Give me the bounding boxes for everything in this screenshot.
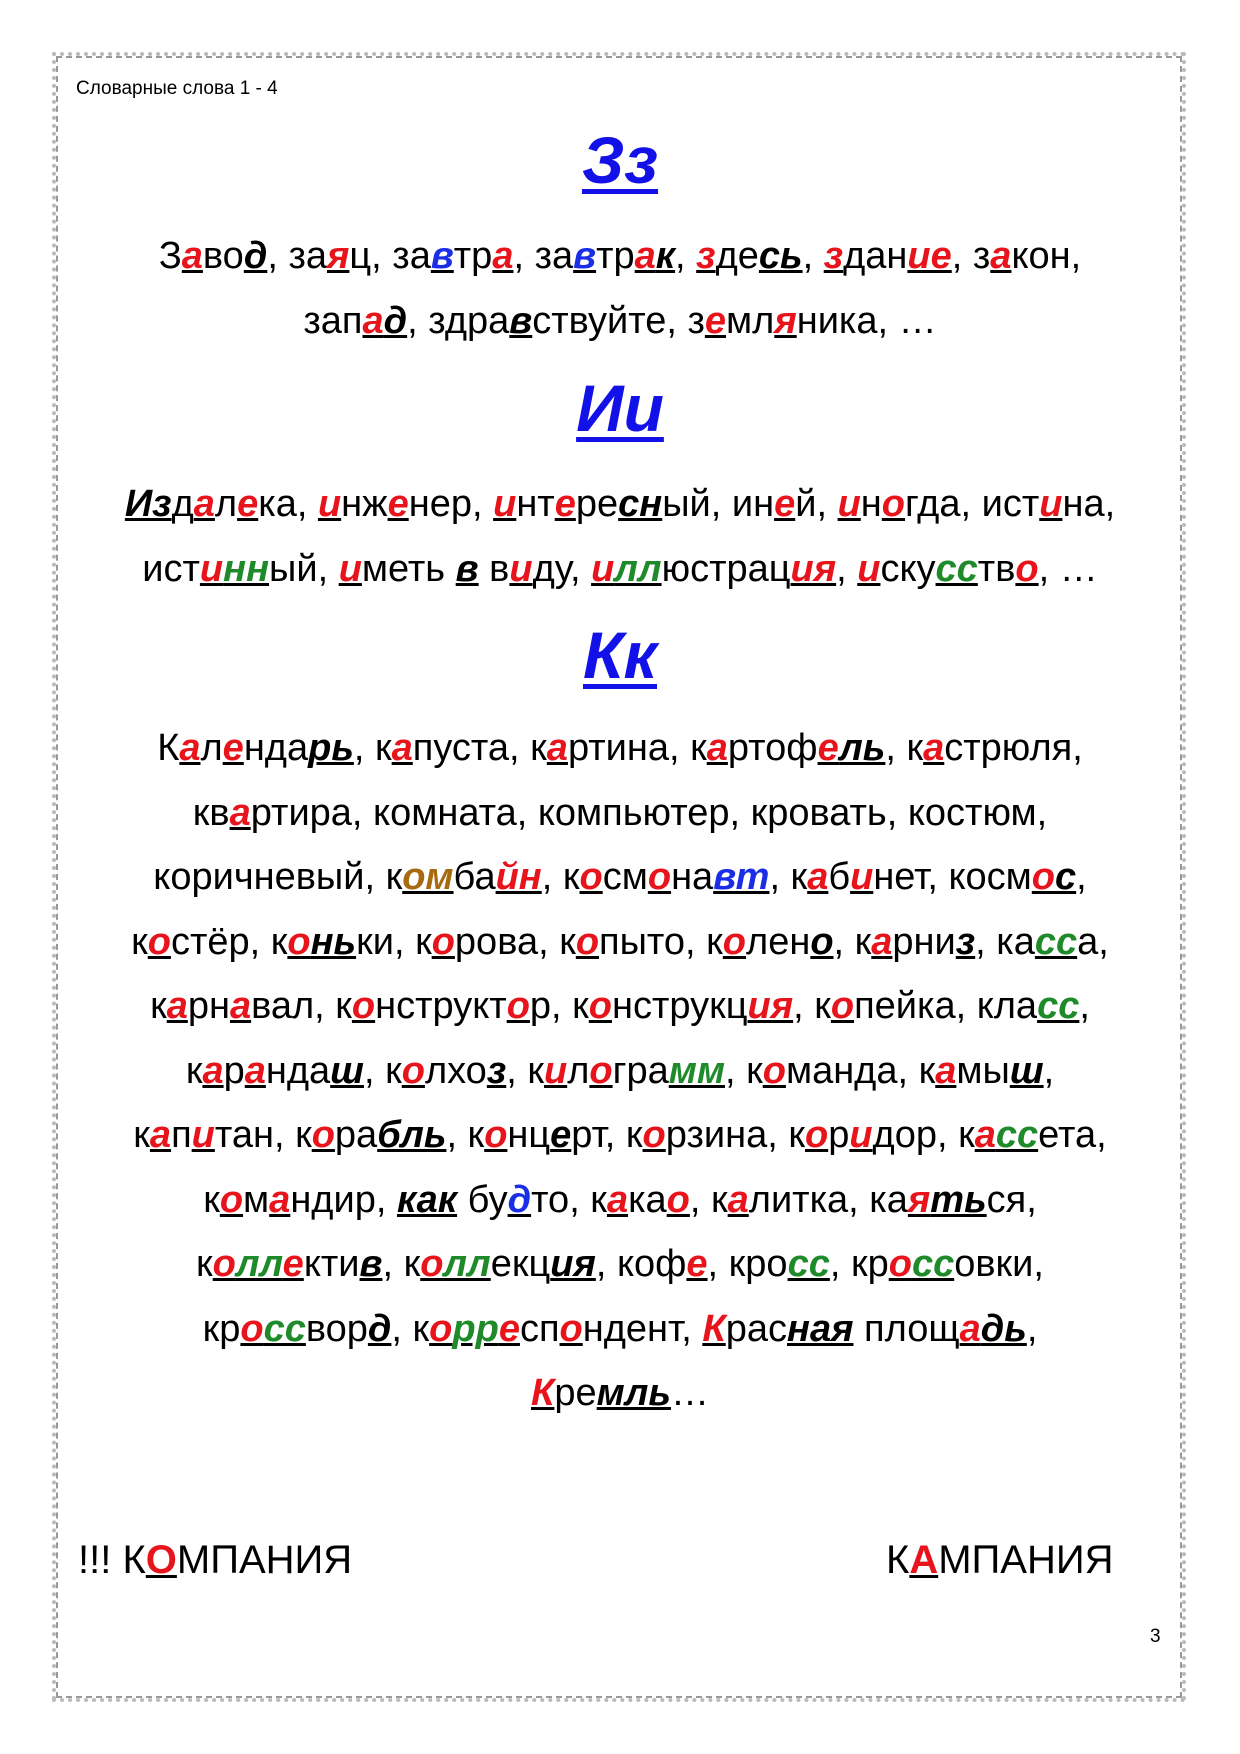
word-text: нт [516,483,555,525]
word-text: , к [689,1178,728,1221]
word-text: кв [192,791,230,834]
word-text: сп [519,1307,560,1350]
word-text: мл [726,299,775,342]
highlighted-letters: сь [758,235,803,277]
highlighted-letters: е [774,483,796,525]
word-text: ртина, к [567,727,707,769]
word-text: ка, [258,483,318,525]
word-line [60,1232,1180,1297]
highlighted-letters: е [550,1114,572,1156]
highlighted-letters: о [351,985,376,1027]
footer-word-kompania [78,1538,352,1583]
highlighted-letters: а [181,235,203,277]
highlighted-letters: о [429,1307,453,1350]
highlighted-letters: о [401,1049,425,1092]
word-text: вал, к [251,985,352,1027]
word-text: нструкт [375,985,507,1027]
highlighted-letters: ш [330,1049,364,1092]
highlighted-letters: я [774,299,797,342]
word-text: , здра [407,299,510,342]
highlighted-letters: в [509,299,533,342]
highlighted-letters: вт [713,856,770,898]
highlighted-letters: а [269,1178,291,1221]
highlighted-letters: а [193,483,215,525]
highlighted-letters: о [287,920,311,963]
word-text: ба [453,856,496,898]
highlighted-letters: сс [787,1243,830,1285]
word-text: , [1026,1307,1038,1350]
highlighted-letters: а [362,299,384,342]
highlighted-letters: о [1015,547,1039,590]
highlighted-letters: и [191,1114,215,1156]
word-line [60,224,1180,289]
footer-word-kampania [886,1538,1113,1583]
word-text: ду, [532,547,592,590]
word-text: , к [541,856,580,898]
highlighted-letters: о [575,920,600,963]
word-text: стёр, к [170,920,288,963]
highlighted-letters: а [149,1114,172,1156]
highlighted-letters: а [871,920,893,963]
highlighted-letters: о [240,1307,264,1350]
highlighted-letters: с [1055,856,1077,898]
word-text: нда [265,1049,331,1092]
highlighted-letters: а [634,235,656,277]
highlighted-letters: ие [907,235,952,277]
word-text: р [828,1114,850,1156]
word-text: ка [628,1178,667,1221]
highlighted-letters: о [804,1114,829,1156]
highlighted-letters: о [888,1243,912,1285]
highlighted-letters: е [686,1243,708,1285]
highlighted-letters: к [655,235,676,277]
word-line [60,1039,1180,1104]
highlighted-letters: мль [596,1372,671,1414]
highlighted-letters: и [591,547,615,590]
highlighted-letters: я [327,235,350,277]
word-text: овки, [954,1243,1044,1285]
highlighted-letters: лл [443,1243,491,1285]
word-text: ки, к [356,920,432,963]
section-letter-z: Зз [581,123,659,197]
highlighted-letters: дь [980,1307,1027,1350]
highlighted-letters: и [199,547,224,590]
highlighted-letters: д [383,299,408,342]
word-text: рас [725,1307,787,1350]
highlighted-letters: д [507,1178,532,1221]
word-text: рн [187,985,230,1027]
highlighted-letters: в [359,1243,383,1285]
highlighted-letters: о [484,1114,508,1156]
word-text: екц [490,1243,551,1285]
word-line [60,1103,1180,1168]
footer-left-suffix: МПАНИЯ [176,1538,353,1582]
highlighted-letters: о [810,920,834,963]
highlighted-letters: о [642,1114,666,1156]
word-text: мы [956,1049,1010,1092]
word-text: во [202,235,244,277]
word-text: , [802,235,824,277]
highlighted-letters: рь [308,727,354,769]
highlighted-letters: а [179,727,201,769]
word-text: к [196,1243,213,1285]
word-text: К [157,727,180,769]
word-text: гда, ист [905,483,1040,525]
highlighted-letters: е [554,483,576,525]
highlighted-letters: а [923,727,945,769]
highlighted-letters: о [762,1049,786,1092]
section-letter-i: Ии [576,371,664,445]
highlighted-letters: е [222,727,244,769]
highlighted-letters: о [219,1178,244,1221]
highlighted-letters: з [823,235,844,277]
word-text: бу [457,1178,508,1221]
word-text: рзина, к [665,1114,805,1156]
highlighted-letters: з [955,920,976,963]
highlighted-letters: о [311,1114,335,1156]
highlighted-letters: в [430,235,454,277]
word-text: площ [853,1307,960,1350]
word-text: лен [746,920,811,963]
footer-left-prefix: !!! К [78,1538,146,1582]
highlighted-letters: а [974,1114,996,1156]
highlighted-letters: о [431,920,455,963]
word-text: ствуйте, з [532,299,705,342]
highlighted-letters: и [509,547,533,590]
word-text: то, к [531,1178,607,1221]
word-text: тан, к [214,1114,312,1156]
highlighted-letters: нь [310,920,357,963]
highlighted-letters: а [391,727,413,769]
highlighted-letters: а [606,1178,629,1221]
word-text: , кро [707,1243,788,1285]
highlighted-letters: о [559,1307,583,1350]
word-text: л [567,1049,590,1092]
highlighted-letters: з [696,235,716,277]
word-text: , к [391,1307,430,1350]
highlighted-letters: о [588,985,612,1027]
word-text: кон, [1011,235,1082,277]
highlighted-letters: сс [995,1114,1039,1156]
word-text: д [171,483,194,525]
word-text: й, [795,483,838,525]
word-text: юстрац [661,547,791,590]
word-text: н [860,483,882,525]
word-line [60,845,1180,910]
word-text: м [243,1178,270,1221]
highlighted-letters: а [959,1307,981,1350]
word-text: , кр [829,1243,889,1285]
word-line [60,289,1180,354]
word-text: , к [793,985,831,1027]
highlighted-letters: К [702,1307,726,1350]
highlighted-letters: и [850,856,874,898]
word-text: к [203,1178,220,1221]
word-text: , [1076,856,1087,898]
word-text: , ка [975,920,1035,963]
word-text: к [150,985,167,1027]
word-text: рт, к [571,1114,643,1156]
word-text: ся, [986,1178,1037,1221]
word-text: пуста, к [412,727,547,769]
highlighted-letters: в [573,235,597,277]
word-text: пыто, к [599,920,723,963]
word-text: меть [361,547,456,590]
word-text: рни [892,920,956,963]
highlighted-letters: е [817,727,840,769]
word-text: нструкц [612,985,748,1027]
highlighted-letters: рр [452,1307,499,1350]
word-text: р, к [529,985,589,1027]
highlighted-letters: К [531,1372,555,1414]
section-words-i [60,472,1180,601]
word-text: см [602,856,648,898]
highlighted-letters: а [229,791,251,834]
highlighted-letters: и [1039,483,1063,525]
word-text: л [200,727,223,769]
word-text: нет, косм [873,856,1032,898]
word-text: , [1043,1049,1055,1092]
highlighted-letters: о [722,920,747,963]
highlighted-letters: о [589,1049,613,1092]
highlighted-letters: о [420,1243,444,1285]
highlighted-letters: ия [550,1243,596,1285]
word-text: ртира, комната, компьютер, кровать, костюм, [250,791,1048,834]
footer-left-highlight: О [145,1538,177,1582]
highlighted-letters: о [666,1178,690,1221]
word-text: , к [382,1243,421,1285]
highlighted-letters: о [506,985,530,1027]
word-text: , з [951,235,991,277]
word-text: манда, к [785,1049,936,1092]
highlighted-letters: Из [124,483,172,525]
word-text: … [670,1372,709,1414]
highlighted-letters: и [493,483,517,525]
word-text: стрюля, [944,727,1083,769]
word-text: на, [1062,483,1116,525]
highlighted-letters: как [396,1178,458,1221]
word-text: к [131,920,148,963]
section-letter-k: Кк [582,618,658,692]
word-text: , … [1038,547,1098,590]
word-text: тр [596,235,635,277]
word-text: к [133,1114,150,1156]
word-text: , [675,235,697,277]
highlighted-letters: д [367,1307,392,1350]
highlighted-letters: и [857,547,881,590]
highlighted-letters: и [543,1049,568,1092]
highlighted-letters: ия [790,547,837,590]
word-text: лхо [424,1049,487,1092]
word-text: рова, к [454,920,576,963]
word-text: нер, [408,483,494,525]
highlighted-letters: а [546,727,568,769]
highlighted-letters: а [727,1178,749,1221]
word-text: нда [243,727,309,769]
highlighted-letters: а [706,727,728,769]
word-text: пейка, кла [854,985,1038,1027]
highlighted-letters: з [486,1049,507,1092]
highlighted-letters: лл [614,547,662,590]
highlighted-letters: сс [263,1307,306,1350]
highlighted-letters: я [907,1178,931,1221]
highlighted-letters: е [387,483,409,525]
highlighted-letters: а [990,235,1012,277]
word-text: тв [977,547,1016,590]
section-words-z [60,224,1180,353]
highlighted-letters: е [282,1243,304,1285]
word-text: , к [353,727,392,769]
word-text: дор, к [872,1114,975,1156]
word-text: ндир, [290,1178,397,1221]
word-line [60,781,1180,846]
highlighted-letters: а [166,985,188,1027]
page-number: 3 [1150,1626,1161,1647]
word-text: ый, [269,547,339,590]
word-text: ртоф [727,727,818,769]
word-text: ндент, [582,1307,703,1350]
word-text: в [478,547,510,590]
highlighted-letters: а [935,1049,957,1092]
highlighted-letters: и [317,483,342,525]
word-text: п [171,1114,192,1156]
word-text: на [671,856,714,898]
section-words-k [60,716,1180,1426]
highlighted-letters: мм [668,1049,725,1092]
highlighted-letters: и [837,483,861,525]
highlighted-letters: в [455,547,479,590]
word-text: тр [453,235,493,277]
highlighted-letters: сс [911,1243,955,1285]
word-line [60,910,1180,975]
word-text: ника, … [796,299,937,342]
footer-right-suffix: МПАНИЯ [938,1538,1114,1582]
word-text: нц [507,1114,551,1156]
highlighted-letters: бль [377,1114,447,1156]
highlighted-letters: йн [495,856,542,898]
word-text: кти [303,1243,360,1285]
highlighted-letters: сн [618,483,663,525]
highlighted-letters: е [237,483,259,525]
highlighted-letters: нн [223,547,270,590]
word-line [60,974,1180,1039]
highlighted-letters: о [830,985,855,1027]
word-text: ц, за [349,235,431,277]
highlighted-letters: ть [930,1178,987,1221]
word-text: , к [506,1049,544,1092]
word-text: литка, ка [748,1178,908,1221]
word-text: ре [554,1372,597,1414]
word-line [60,472,1180,537]
word-line [60,1297,1180,1362]
word-text: , за [513,235,574,277]
word-text: ый, ин [662,483,775,525]
highlighted-letters: о [579,856,603,898]
word-text: де [715,235,759,277]
word-line [60,1361,1180,1426]
word-text: вор [305,1307,368,1350]
word-text: б [828,856,851,898]
highlighted-letters: сс [935,547,978,590]
word-text: кр [202,1307,241,1350]
word-text: к [185,1049,203,1092]
highlighted-letters: а [202,1049,224,1092]
word-text: а, [1077,920,1109,963]
word-text: зап [303,299,363,342]
word-text: , за [267,235,327,277]
word-text: , к [833,920,872,963]
highlighted-letters: о [212,1243,236,1285]
highlighted-letters: е [498,1307,520,1350]
highlighted-letters: о [147,920,171,963]
word-text: , [1079,985,1090,1027]
highlighted-letters: а [229,985,252,1027]
highlighted-letters: о [1031,856,1056,898]
highlighted-letters: и [849,1114,873,1156]
word-text: ску [880,547,936,590]
word-text: нж [341,483,388,525]
word-text: гра [612,1049,669,1092]
word-text: коричневый, к [153,856,403,898]
highlighted-letters: сс [1037,985,1080,1027]
highlighted-letters: ная [787,1307,854,1350]
word-text: , к [769,856,808,898]
word-text: ра [334,1114,378,1156]
word-text: ист [142,547,200,590]
word-text: , к [446,1114,485,1156]
highlighted-letters: сс [1034,920,1078,963]
highlighted-letters: лл [235,1243,283,1285]
word-text: , коф [595,1243,687,1285]
word-text: р [223,1049,245,1092]
highlighted-letters: а [492,235,514,277]
word-text: , [836,547,858,590]
highlighted-letters: ль [839,727,886,769]
word-text: дан [843,235,908,277]
word-line [60,716,1180,781]
highlighted-letters: ия [747,985,794,1027]
footer-right-highlight: А [909,1538,939,1582]
highlighted-letters: е [704,299,727,342]
highlighted-letters: а [244,1049,266,1092]
highlighted-letters: о [881,483,906,525]
word-text: л [214,483,238,525]
highlighted-letters: о [647,856,672,898]
highlighted-letters: а [807,856,829,898]
highlighted-letters: д [243,235,268,277]
highlighted-letters: ш [1009,1049,1044,1092]
highlighted-letters: и [338,547,362,590]
word-text: З [158,235,182,277]
word-text: , к [885,727,924,769]
footer-right-prefix: К [886,1538,910,1582]
word-line [60,537,1180,602]
highlighted-letters: ом [402,856,454,898]
word-line [60,1168,1180,1233]
page-header: Словарные слова 1 - 4 [76,78,278,99]
word-text: , к [363,1049,402,1092]
word-text: ре [575,483,619,525]
word-text: , к [724,1049,763,1092]
word-text: ета, [1038,1114,1107,1156]
